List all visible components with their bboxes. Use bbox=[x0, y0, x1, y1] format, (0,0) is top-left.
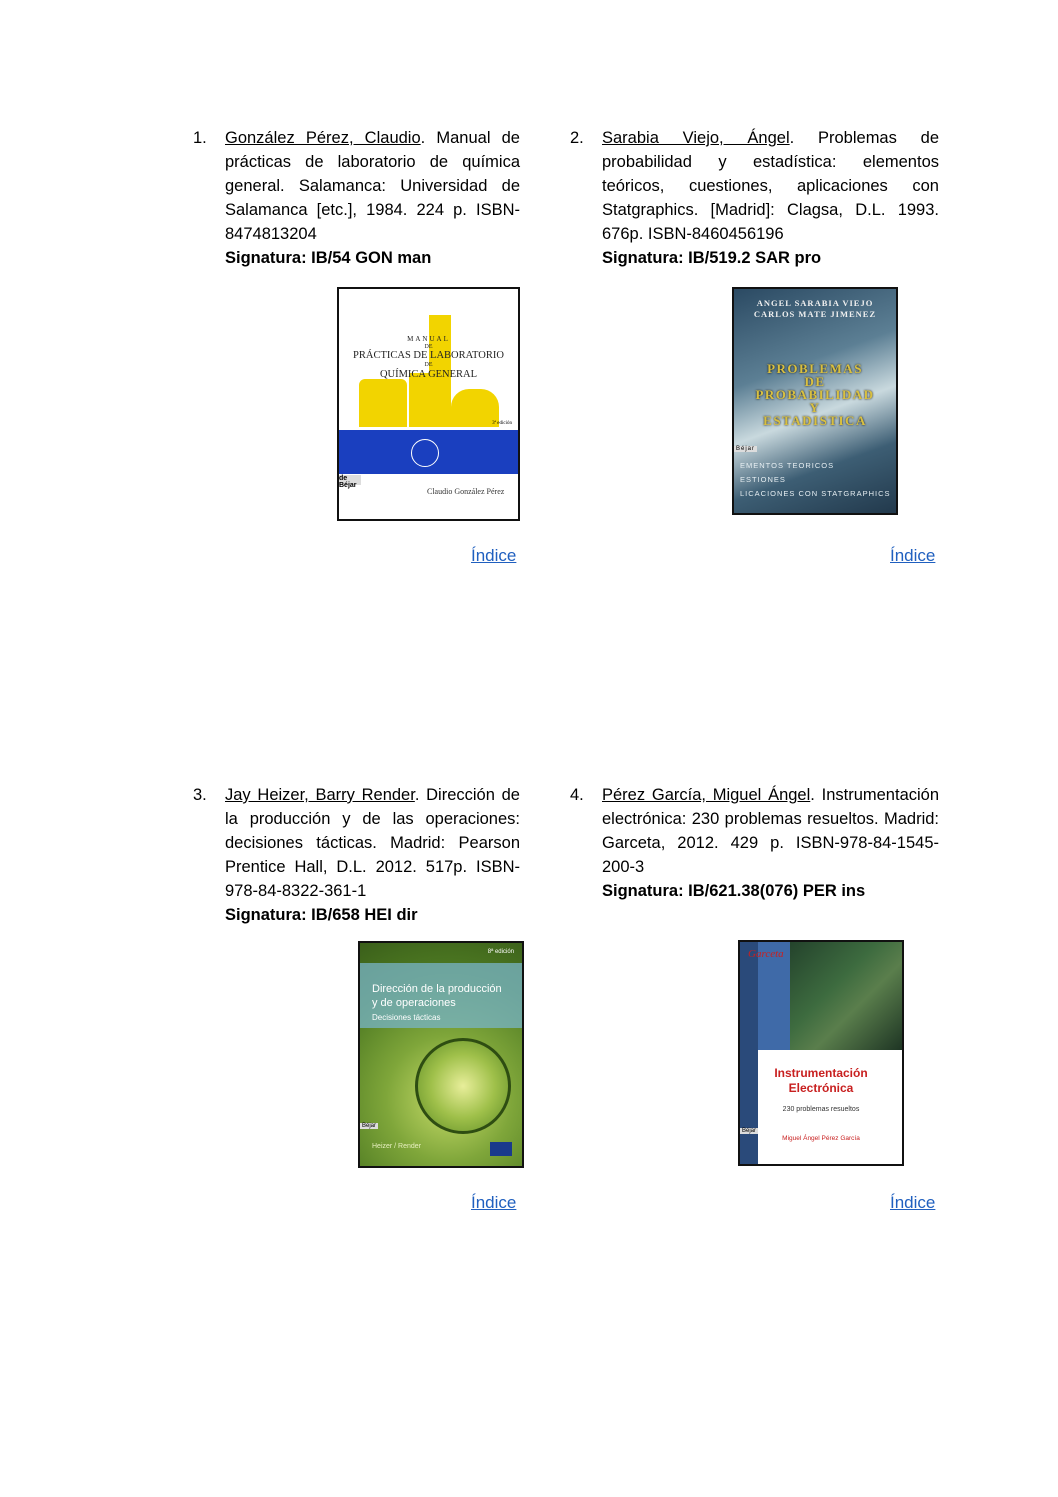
entry-citation bbox=[602, 783, 939, 903]
entry-number: 2. bbox=[570, 129, 584, 147]
call-number: Signatura: IB/621.38(076) PER ins bbox=[602, 882, 866, 900]
cover-author-line: CARLOS MATE JIMENEZ bbox=[753, 309, 877, 319]
book-cover-3 bbox=[358, 941, 524, 1168]
call-number: Signatura: IB/658 HEI dir bbox=[225, 906, 418, 924]
cover-author-line: ANGEL SARABIA VIEJO bbox=[756, 298, 874, 308]
cover-title-line: DE bbox=[424, 344, 433, 350]
publisher-logo: Garceta bbox=[748, 948, 784, 960]
library-tag: Béjar bbox=[362, 1123, 377, 1129]
cover-title-line: Dirección de la producción bbox=[372, 983, 502, 995]
cover-title-line: PRÁCTICAS DE LABORATORIO bbox=[353, 350, 504, 361]
entry-citation bbox=[602, 126, 939, 270]
cover-authors: Heizer / Render bbox=[372, 1143, 422, 1150]
cover-subtitle-line: LICACIONES CON STATGRAPHICS bbox=[740, 489, 891, 498]
cover-subtitle: 230 problemas resueltos bbox=[782, 1106, 860, 1113]
entry-number: 4. bbox=[570, 786, 584, 804]
cover-title-line: Y bbox=[809, 400, 821, 415]
entry-1 bbox=[193, 126, 520, 270]
book-cover-4 bbox=[738, 940, 904, 1166]
cover-title-line: Electrónica bbox=[788, 1081, 854, 1095]
entry-citation bbox=[225, 783, 520, 927]
entry-3 bbox=[193, 783, 520, 927]
compass-icon bbox=[415, 1038, 511, 1134]
call-number: Signatura: IB/54 GON man bbox=[225, 249, 432, 267]
cover-title-line: Instrumentación bbox=[774, 1066, 868, 1080]
cover-footer bbox=[339, 474, 518, 521]
call-number: Signatura: IB/519.2 SAR pro bbox=[602, 249, 822, 267]
cover-edition: 8ª edición bbox=[487, 949, 514, 955]
entry-author-link[interactable]: Pérez García, Miguel Ángel bbox=[602, 786, 811, 804]
cover-flask-shape bbox=[409, 373, 449, 427]
cover-subtitle-line: EMENTOS TEORICOS bbox=[740, 461, 835, 470]
cover-title-line: PROBABILIDAD bbox=[755, 387, 875, 402]
book-cover-2 bbox=[732, 287, 898, 515]
cover-title-line: QUÍMICA GENERAL bbox=[379, 369, 478, 380]
seal-icon bbox=[411, 439, 439, 467]
index-link[interactable]: Índice bbox=[471, 546, 517, 565]
library-tag: Béjar bbox=[736, 446, 756, 452]
cover-title-line: y de operaciones bbox=[372, 997, 456, 1009]
citation-text: . Instrumentación electrónica: 230 problemas resueltos. Madrid: Garceta, 2012. 429 p. ISBN-978-84-1545-200-3 bbox=[602, 786, 940, 876]
entry-author-link[interactable]: Jay Heizer, Barry Render bbox=[225, 786, 415, 804]
circuit-board-photo bbox=[790, 942, 902, 1050]
index-link[interactable]: Índice bbox=[890, 546, 936, 565]
cover-flask-shape bbox=[359, 379, 407, 427]
index-link[interactable]: Índice bbox=[890, 1193, 936, 1212]
citation-text: . Problemas de probabilidad y estadística: elementos teóricos, cuestiones, aplicaciones con Statgraphics. [Madrid]: Clagsa, D.L. 1993. 676p. ISBN-8460456196 bbox=[602, 129, 939, 243]
entry-number: 3. bbox=[193, 786, 207, 804]
entry-citation bbox=[225, 126, 520, 270]
cover-edition: 3ª edición bbox=[492, 421, 512, 426]
entry-4 bbox=[570, 783, 940, 903]
cover-author: Miguel Ángel Pérez García bbox=[782, 1135, 860, 1142]
cover-title-line: ESTADISTICA bbox=[763, 413, 867, 428]
library-tag: Béjar bbox=[742, 1128, 757, 1134]
entry-author-link[interactable]: González Pérez, Claudio bbox=[225, 129, 421, 147]
book-cover-1 bbox=[337, 287, 520, 521]
cover-title-line: DE bbox=[804, 374, 826, 389]
entry-2 bbox=[570, 126, 939, 270]
cover-author: Claudio González Pérez bbox=[427, 487, 505, 496]
cover-title-line: MANUAL bbox=[407, 335, 450, 343]
citation-text: . Dirección de la producción y de las operaciones: decisiones tácticas. Madrid: Pearson Prentice Hall, D.L. 2012. 517p. ISBN-978-84-8322-361-1 bbox=[225, 786, 520, 900]
cover-subtitle: Decisiones tácticas bbox=[372, 1013, 441, 1022]
citation-text: . Manual de prácticas de laboratorio de química general. Salamanca: Universidad de Salamanca [etc.], 1984. 224 p. ISBN-8474813204 bbox=[225, 129, 520, 243]
cover-title-line: DE bbox=[424, 362, 433, 368]
cover-subtitle-line: ESTIONES bbox=[740, 475, 786, 484]
cover-title-line: PROBLEMAS bbox=[767, 361, 863, 376]
entry-author-link[interactable]: Sarabia Viejo, Ángel bbox=[602, 129, 790, 147]
library-tag: de Béjar bbox=[339, 475, 361, 485]
index-link[interactable]: Índice bbox=[471, 1193, 517, 1212]
publisher-logo-icon bbox=[490, 1142, 512, 1156]
entry-number: 1. bbox=[193, 129, 207, 147]
